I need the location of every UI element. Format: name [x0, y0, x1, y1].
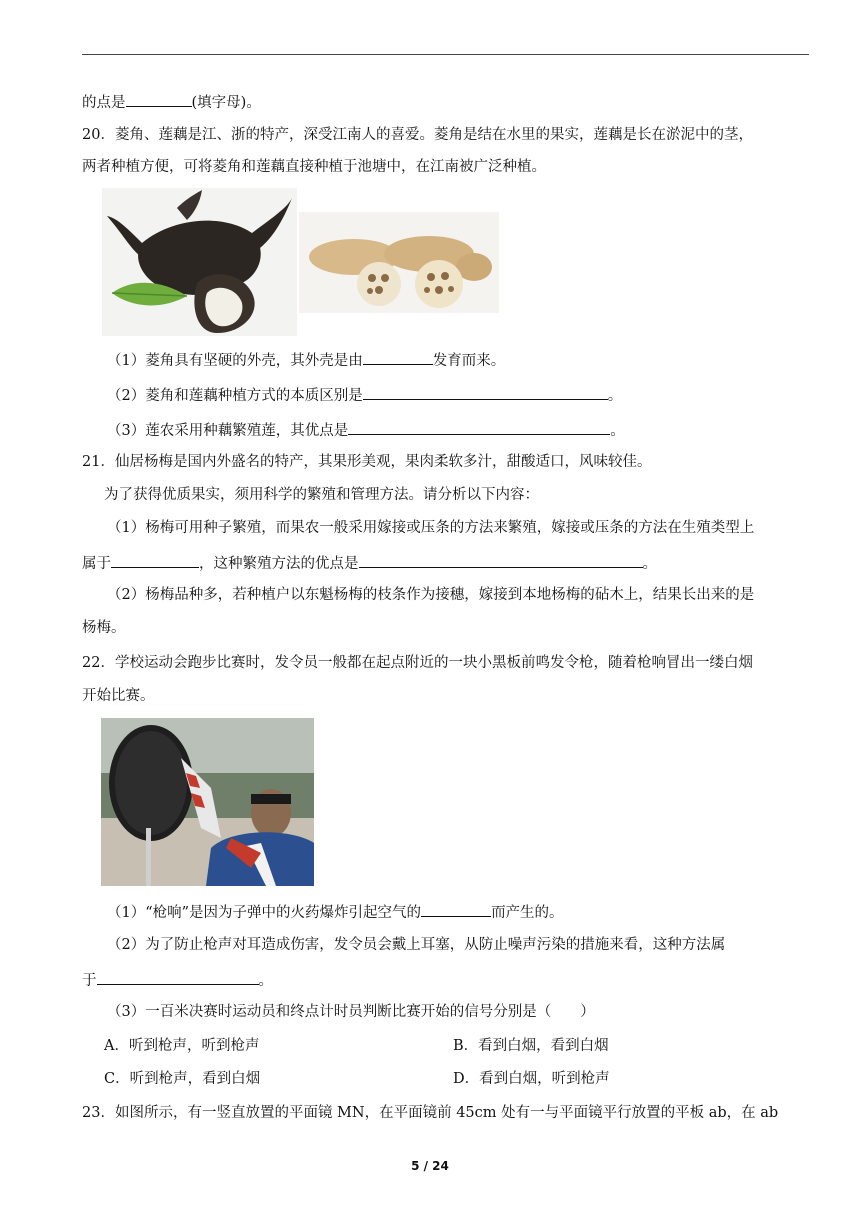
question-22-1: （1）“枪响”是因为子弹中的火药爆炸引起空气的 而产生的。	[107, 900, 564, 923]
answer-blank[interactable]	[111, 551, 199, 568]
option-d[interactable]: D．看到白烟，听到枪声	[453, 1071, 610, 1087]
question-20-1: （1）菱角具有坚硬的外壳，其外壳是由 发育而来。	[107, 348, 505, 371]
water-caltrop-photo	[102, 188, 297, 336]
race-starter-photo	[101, 718, 314, 886]
question-22-line2: 开始比赛。	[82, 688, 155, 704]
answer-blank[interactable]	[348, 418, 610, 435]
question-21-1-line1: （1）杨梅可用种子繁殖，而果农一般采用嫁接或压条的方法来繁殖，嫁接或压条的方法在生殖类型上	[107, 520, 755, 536]
question-22-2-line2: 于 。	[82, 968, 273, 991]
question-20-line1: 20．菱角、莲藕是江、浙的特产，深受江南人的喜爱。菱角是结在水里的果实，莲藕是长在淤泥中的茎，	[82, 127, 753, 143]
question-21-line2: 为了获得优质果实，须用科学的繁殖和管理方法。请分析以下内容：	[104, 487, 539, 503]
option-c[interactable]: C．听到枪声，看到白烟	[104, 1071, 261, 1087]
answer-blank[interactable]	[363, 383, 608, 400]
answer-line-prev: 的点是 (填字母)。	[82, 90, 261, 113]
answer-blank[interactable]	[359, 551, 643, 568]
question-22-line1: 22．学校运动会跑步比赛时，发令员一般都在起点附近的一块小黑板前鸣发令枪，随着枪响冒出一缕白烟	[82, 655, 753, 671]
lotus-root-photo	[299, 212, 499, 313]
question-23-line1: 23．如图所示，有一竖直放置的平面镜 MN，在平面镜前 45cm 处有一与平面镜平行放置的平板 ab，在 ab	[82, 1105, 779, 1121]
question-21-2-line2: 杨梅。	[82, 620, 126, 636]
question-22-2-line1: （2）为了防止枪声对耳造成伤害，发令员会戴上耳塞，从防止噪声污染的措施来看，这种方法属	[107, 937, 726, 953]
answer-blank[interactable]	[126, 90, 192, 107]
question-20-line2: 两者种植方便，可将菱角和莲藕直接种植于池塘中，在江南被广泛种植。	[82, 159, 546, 175]
question-20-3: （3）莲农采用种藕繁殖莲，其优点是 。	[107, 418, 625, 441]
header-rule	[82, 54, 809, 55]
answer-blank[interactable]	[97, 968, 259, 985]
question-21-2-line1: （2）杨梅品种多，若种植户以东魁杨梅的枝条作为接穗，嫁接到本地杨梅的砧木上，结果长出来的是	[107, 587, 755, 603]
option-b[interactable]: B．看到白烟，看到白烟	[453, 1038, 609, 1054]
question-21-line1: 21．仙居杨梅是国内外盛名的特产，其果形美观，果肉柔软多汁，甜酸适口，风味较佳。	[82, 454, 652, 470]
option-a[interactable]: A．听到枪声，听到枪声	[104, 1038, 260, 1054]
question-22-3: （3）一百米决赛时运动员和终点计时员判断比赛开始的信号分别是（ ）	[107, 1004, 595, 1020]
page-number: 5 / 24	[411, 1159, 449, 1173]
question-20-2: （2）菱角和莲藕种植方式的本质区别是 。	[107, 383, 622, 406]
answer-blank[interactable]	[363, 348, 433, 365]
answer-blank[interactable]	[421, 900, 491, 917]
question-21-1-line2: 属于 ，这种繁殖方法的优点是 。	[82, 551, 657, 574]
